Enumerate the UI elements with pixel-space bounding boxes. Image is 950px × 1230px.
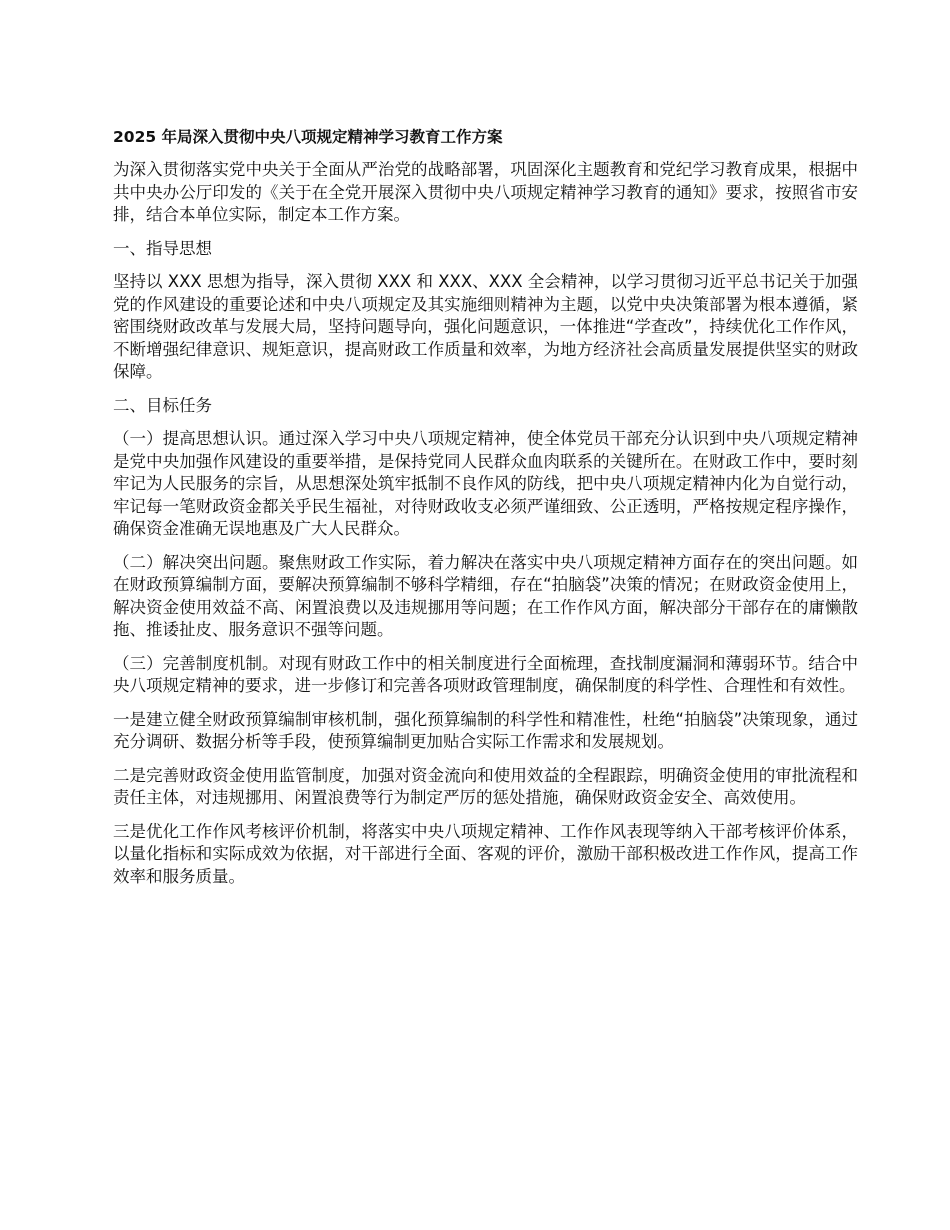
measure-paragraph-fund-supervision: 二是完善财政资金使用监管制度，加强对资金流向和使用效益的全程跟踪，明确资金使用的审批流程和责任主体，对违规挪用、闲置浪费等行为制定严厉的惩处措施，确保财政资金安全、高效使用。	[113, 765, 858, 807]
measure-paragraph-budget-review: 一是建立健全财政预算编制审核机制，强化预算编制的科学性和精准性，杜绝“拍脑袋”决策现象，通过充分调研、数据分析等手段，使预算编制更加贴合实际工作需求和发展规划。	[113, 709, 858, 751]
intro-paragraph: 为深入贯彻落实党中央关于全面从严治党的战略部署，巩固深化主题教育和党纪学习教育成果，根据中共中央办公厅印发的《关于在全党开展深入贯彻中央八项规定精神学习教育的通知》要求，按照省市安排，结合本单位实际，制定本工作方案。	[113, 160, 858, 224]
section-heading-guiding-ideology: 一、指导思想	[113, 238, 212, 258]
document-page	[113, 126, 858, 899]
task-paragraph-raise-awareness: （一）提高思想认识。通过深入学习中央八项规定精神，使全体党员干部充分认识到中央八项规定精神是党中央加强作风建设的重要举措，是保持党同人民群众血肉联系的关键所在。在财政工作中，要时刻牢记为人民服务的宗旨，从思想深处筑牢抵制不良作风的防线，把中央八项规定精神内化为自觉行动，牢记每一笔财政资金都关乎民生福祉，对待财政收支必须严谨细致、公正透明，严格按规定程序操作，确保资金准确无误地惠及广大人民群众。	[113, 429, 858, 538]
guiding-ideology-paragraph: 坚持以 XXX 思想为指导，深入贯彻 XXX 和 XXX、XXX 全会精神，以学习贯彻习近平总书记关于加强党的作风建设的重要论述和中央八项规定及其实施细则精神为主题，以党中央决策部署为根本遵循，紧密围绕财政改革与发展大局，坚持问题导向，强化问题意识，一体推进“学查改”，持续优化工作作风，不断增强纪律意识、规矩意识，提高财政工作质量和效率，为地方经济社会高质量发展提供坚实的财政保障。	[113, 272, 858, 381]
measure-paragraph-style-evaluation: 三是优化工作作风考核评价机制，将落实中央八项规定精神、工作作风表现等纳入干部考核评价体系，以量化指标和实际成效为依据，对干部进行全面、客观的评价，激励干部积极改进工作作风，提高工作效率和服务质量。	[113, 821, 858, 886]
section-heading-goals-tasks: 二、目标任务	[113, 395, 212, 415]
task-paragraph-solve-problems: （二）解决突出问题。聚焦财政工作实际，着力解决在落实中央八项规定精神方面存在的突出问题。如在财政预算编制方面，要解决预算编制不够科学精细，存在“拍脑袋”决策的情况；在财政资金使用上，解决资金使用效益不高、闲置浪费以及违规挪用等问题；在工作作风方面，解决部分干部存在的庸懒散拖、推诿扯皮、服务意识不强等问题。	[113, 552, 858, 639]
document-title: 2025 年局深入贯彻中央八项规定精神学习教育工作方案	[113, 128, 503, 146]
task-paragraph-improve-systems: （三）完善制度机制。对现有财政工作中的相关制度进行全面梳理，查找制度漏洞和薄弱环节。结合中央八项规定精神的要求，进一步修订和完善各项财政管理制度，确保制度的科学性、合理性和有效性。	[113, 653, 858, 695]
